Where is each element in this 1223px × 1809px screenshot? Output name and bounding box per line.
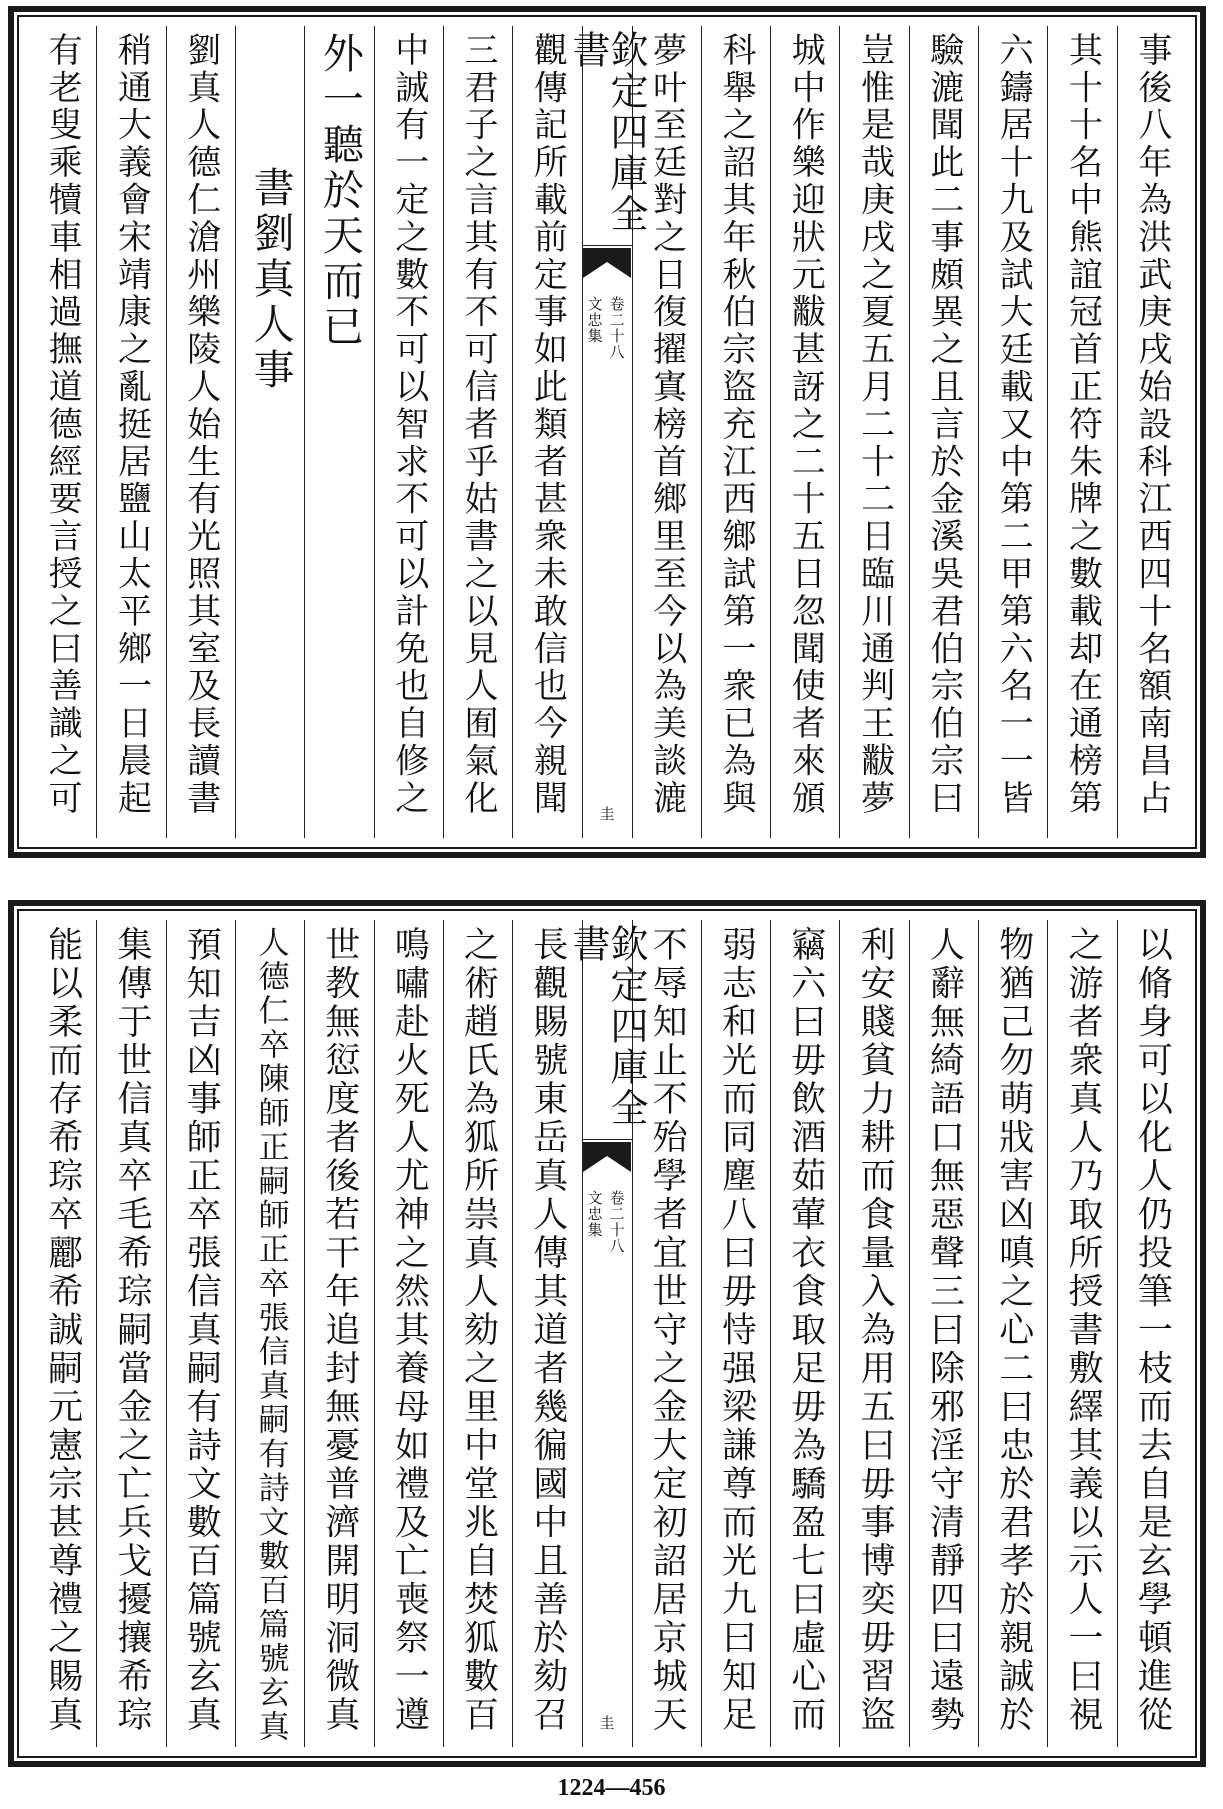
text-column bbox=[978, 26, 1047, 838]
text-column bbox=[978, 920, 1047, 1747]
column-text: 城中作樂迎狀元黻甚訝之二十五日忽聞使者來頒 bbox=[785, 32, 826, 818]
margin-title: 欽定四庫全書 bbox=[583, 920, 632, 1140]
text-column bbox=[28, 26, 96, 838]
column-text: 其十十名中熊誼冠首正符朱牌之數載却在通榜第 bbox=[1062, 32, 1103, 818]
text-column bbox=[96, 26, 165, 838]
text-column bbox=[1117, 26, 1186, 838]
column-text: 劉真人德仁滄州樂陵人始生有光照其室及長讀書 bbox=[180, 32, 221, 818]
column-text: 利安賤貧力耕而食量入為用五曰毋事博奕毋習盜 bbox=[855, 926, 896, 1735]
top-page bbox=[8, 6, 1206, 858]
column-text: 不辱知止不殆學者宜世守之金大定初詔居京城天 bbox=[647, 926, 688, 1735]
section-heading: 書劉真人事 bbox=[246, 166, 295, 394]
column-text: 鳴嘯赴火死人尤神之然其養母如禮及亡喪祭一遵 bbox=[389, 926, 430, 1735]
column-text: 有老叟乘犢車相過撫道德經要言授之曰善識之可 bbox=[42, 32, 83, 818]
bottom-columns bbox=[28, 920, 1186, 1747]
text-column bbox=[701, 920, 770, 1747]
text-column bbox=[1047, 920, 1116, 1747]
column-text: 事後八年為洪武庚戌始設科江西四十名額南昌占 bbox=[1131, 32, 1172, 818]
column-text: 夢叶至廷對之日復擢寘榜首鄉里至今以為美談漉 bbox=[646, 32, 687, 818]
text-column bbox=[166, 26, 235, 838]
text-column bbox=[304, 26, 373, 838]
column-text: 人德仁卒陳師正嗣師正卒張信真嗣有詩文數百篇號玄真 bbox=[252, 926, 289, 1745]
text-column bbox=[770, 920, 839, 1747]
column-text: 外一聽於天而已 bbox=[315, 32, 364, 351]
fishtail-mark-icon bbox=[583, 248, 631, 288]
margin-juan: 卷二十八 bbox=[607, 296, 626, 360]
bottom-page bbox=[8, 900, 1206, 1767]
column-text: 之術趙氏為狐所祟真人劾之里中堂兆自焚狐數百 bbox=[458, 926, 499, 1735]
column-text: 物猶己勿萌戕害凶嗔之心二曰忠於君孝於親誠於 bbox=[993, 926, 1034, 1735]
column-text: 世教無愆度者後若干年追封無憂普濟開明洞微真 bbox=[319, 926, 360, 1735]
text-column bbox=[839, 920, 908, 1747]
text-column bbox=[235, 920, 304, 1747]
text-column bbox=[909, 26, 978, 838]
top-columns bbox=[28, 26, 1186, 838]
text-column bbox=[1117, 920, 1186, 1747]
column-text: 豈惟是哉庚戌之夏五月二十二日臨川通判王黻夢 bbox=[854, 32, 895, 818]
text-column bbox=[909, 920, 978, 1747]
text-column bbox=[443, 920, 512, 1747]
text-column bbox=[28, 920, 96, 1747]
fishtail-mark-icon bbox=[583, 1142, 631, 1182]
column-text: 能以柔而存希琮卒酈希誠嗣元憲宗甚尊禮之賜真 bbox=[42, 926, 83, 1735]
column-text: 長觀賜號東岳真人傳其道者幾徧國中且善於劾召 bbox=[527, 926, 568, 1735]
margin-book-title: 文忠集 bbox=[585, 1190, 604, 1238]
column-text: 之游者衆真人乃取所授書敷繹其義以示人一曰視 bbox=[1063, 926, 1104, 1735]
column-text: 預知吉凶事師正卒張信真嗣有詩文數百篇號玄真 bbox=[181, 926, 222, 1735]
column-text: 六鑄居十九及試大廷載又中第二甲第六名一一皆 bbox=[993, 32, 1034, 818]
column-text: 以脩身可以化人仍投筆一枝而去自是玄學頓進從 bbox=[1132, 926, 1173, 1735]
column-text: 集傳于世信真卒毛希琮嗣當金之亡兵戈擾攘希琮 bbox=[111, 926, 152, 1735]
column-text: 人辭無綺語口無惡聲三曰除邪淫守清靜四曰遠勢 bbox=[924, 926, 965, 1735]
margin-folio: 圭 bbox=[599, 805, 615, 823]
text-column bbox=[701, 26, 770, 838]
column-text: 中誠有一定之數不可以智求不可以計免也自修之 bbox=[388, 32, 429, 818]
column-text: 竊六曰毋飲酒茹葷衣食取足毋為驕盈七曰虛心而 bbox=[785, 926, 826, 1735]
column-text: 稍通大義會宋靖康之亂挺居鹽山太平鄉一日晨起 bbox=[111, 32, 152, 818]
text-column bbox=[304, 920, 373, 1747]
column-text: 三君子之言其有不可信者乎姑書之以見人囿氣化 bbox=[458, 32, 499, 818]
text-column bbox=[839, 26, 908, 838]
column-text: 科舉之詔其年秋伯宗盜充江西鄉試第一衆已為與 bbox=[715, 32, 756, 818]
column-text: 弱志和光而同塵八曰毋恃强梁謙尊而光九曰知足 bbox=[716, 926, 757, 1735]
text-column bbox=[770, 26, 839, 838]
margin-book-title: 文忠集 bbox=[585, 296, 604, 344]
margin-folio: 圭 bbox=[599, 1714, 615, 1732]
page-number: 1224—456 bbox=[557, 1775, 666, 1801]
text-column bbox=[443, 26, 512, 838]
section-heading-column bbox=[235, 26, 304, 838]
text-column bbox=[1047, 26, 1116, 838]
margin-juan: 卷二十八 bbox=[607, 1190, 626, 1254]
column-text: 驗漉聞此二事頗異之且言於金溪吳君伯宗伯宗曰 bbox=[923, 32, 964, 818]
margin-title: 欽定四庫全書 bbox=[583, 26, 632, 246]
center-margin bbox=[566, 26, 648, 838]
center-margin bbox=[566, 920, 648, 1747]
text-column bbox=[374, 26, 443, 838]
text-column bbox=[96, 920, 165, 1747]
text-column bbox=[374, 920, 443, 1747]
column-text: 觀傳記所載前定事如此類者甚衆未敢信也今親聞 bbox=[527, 32, 568, 818]
text-column bbox=[166, 920, 235, 1747]
